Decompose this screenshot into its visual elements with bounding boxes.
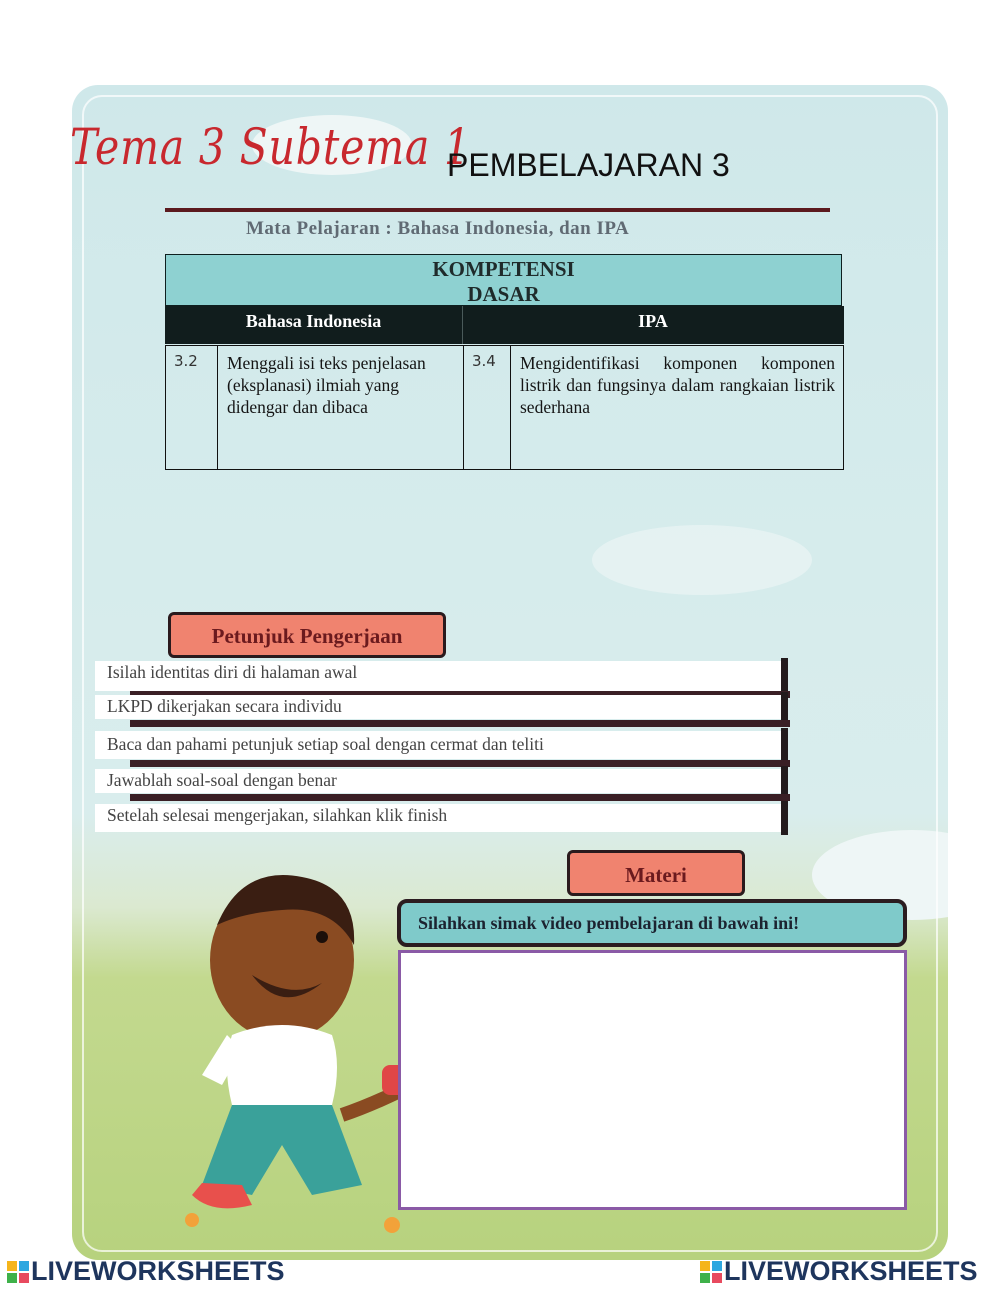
video-instruction-banner: Silahkan simak video pembelajaran di bawah ini! bbox=[397, 899, 907, 947]
liveworksheets-logo-left bbox=[7, 1256, 285, 1287]
video-player-frame[interactable] bbox=[398, 950, 907, 1210]
kd-number-ipa: 3.4 bbox=[464, 346, 511, 469]
pembelajaran-title: PEMBELAJARAN 3 bbox=[447, 147, 730, 183]
materi-label: Materi bbox=[567, 850, 745, 896]
kompetensi-row bbox=[165, 345, 844, 470]
kompetensi-title-line2: DASAR bbox=[467, 282, 540, 306]
column-header-ipa: IPA bbox=[638, 311, 668, 331]
logo-text: LIVEWORKSHEETS bbox=[31, 1256, 285, 1286]
step-divider bbox=[130, 794, 790, 801]
petunjuk-pengerjaan-label: Petunjuk Pengerjaan bbox=[168, 612, 446, 658]
liveworksheets-logo-icon bbox=[700, 1261, 722, 1283]
header-divider bbox=[165, 208, 830, 212]
logo-text: LIVEWORKSHEETS bbox=[724, 1256, 978, 1286]
petunjuk-step: Baca dan pahami petunjuk setiap soal dengan cermat dan teliti bbox=[95, 731, 788, 759]
step-divider bbox=[130, 720, 790, 727]
kompetensi-dasar-title bbox=[165, 254, 842, 306]
kd-text-bahasa: Menggali isi teks penjelasan (eksplanasi) ilmiah yang didengar dan dibaca bbox=[218, 346, 464, 469]
mata-pelajaran-label: Mata Pelajaran : Bahasa Indonesia, dan IPA bbox=[246, 218, 630, 239]
kd-number-bahasa: 3.2 bbox=[166, 346, 218, 469]
kompetensi-title-line1: KOMPETENSI bbox=[432, 257, 575, 281]
petunjuk-step: LKPD dikerjakan secara individu bbox=[95, 695, 788, 719]
liveworksheets-logo-icon bbox=[7, 1261, 29, 1283]
step-divider bbox=[130, 760, 790, 767]
petunjuk-step: Isilah identitas diri di halaman awal bbox=[95, 661, 788, 691]
petunjuk-step: Jawablah soal-soal dengan benar bbox=[95, 769, 788, 793]
kd-text-ipa: Mengidentifikasi komponen komponen listrik dan fungsinya dalam rangkaian listrik sederhana bbox=[520, 353, 835, 417]
column-header-bahasa-indonesia: Bahasa Indonesia bbox=[165, 306, 463, 344]
kompetensi-column-headers bbox=[165, 306, 844, 344]
liveworksheets-logo-right bbox=[700, 1256, 978, 1287]
tema-title: Tema 3 Subtema 1 bbox=[70, 118, 471, 176]
petunjuk-step: Setelah selesai mengerjakan, silahkan klik finish bbox=[95, 804, 788, 832]
